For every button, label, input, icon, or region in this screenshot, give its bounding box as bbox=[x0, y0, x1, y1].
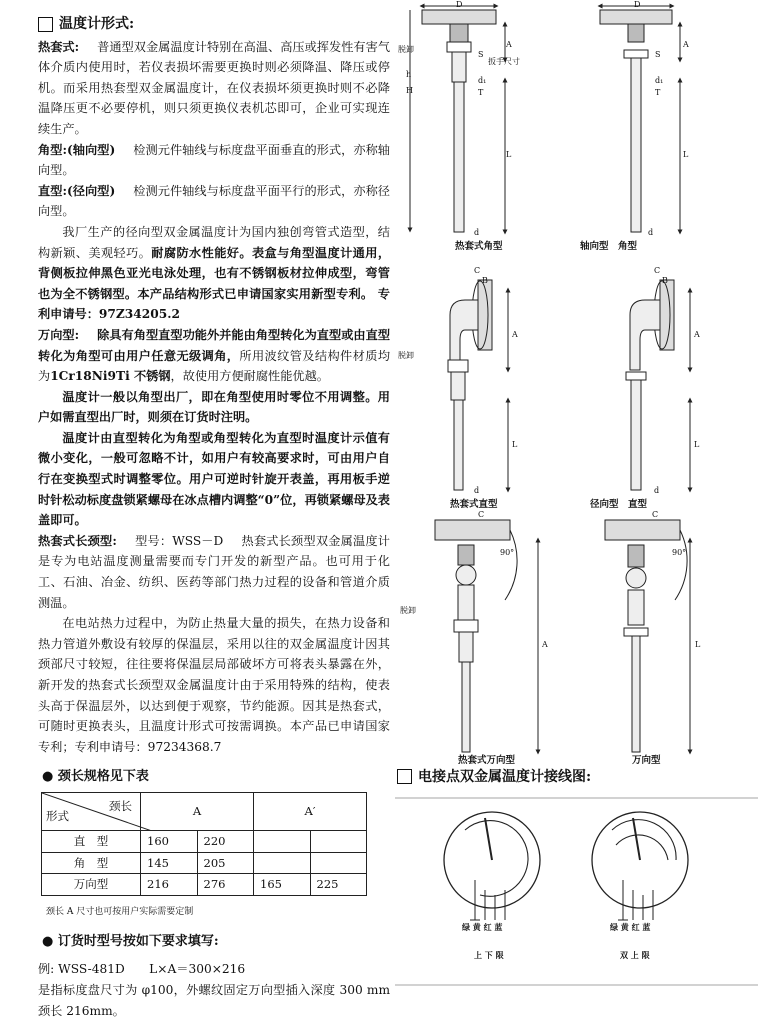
wiring-wires-left: 绿 黄 红 蓝 bbox=[462, 922, 503, 932]
dim-c-4: C bbox=[654, 266, 661, 275]
table-row: 角 型 145 205 bbox=[42, 852, 367, 874]
angle-text: 检测元件轴线与标度盘平面垂直的形式，亦称轴向型。 bbox=[38, 142, 390, 178]
dim-a-2: A bbox=[683, 40, 689, 49]
dim-a-1: A bbox=[506, 40, 512, 49]
radial-text-bold: 耐腐防水性能好。表盒与角型温度计通用，背侧板拉伸黑色亚光电泳处理，也有不锈钢板材拉伸成型，弯管也为全不锈钢型。本产品结构形式已申请国家实用新型专利。 专利申请号：97Z34205.2 bbox=[38, 245, 391, 322]
radial-para bbox=[38, 222, 390, 325]
straight-label: 直型:(径向型) bbox=[38, 183, 116, 198]
universal-text-bold: 除具有角型直型功能外并能由角型转化为直型或由直型转化为角型可由用户任意无级调角， bbox=[38, 327, 391, 363]
table-row: 万向型 216 276 165 225 bbox=[42, 874, 367, 896]
dim-t-2: T bbox=[655, 88, 661, 97]
hot-sleeve-universal-drawing bbox=[435, 520, 538, 752]
dim-l-1: L bbox=[506, 150, 512, 159]
universal-material: 1Cr18Ni9Ti 不锈钢 bbox=[50, 369, 171, 384]
checkbox-square-icon bbox=[397, 769, 412, 784]
dim-a-5: A bbox=[542, 640, 548, 649]
table-note: 颈长 A 尺寸也可按用户实际需要定制 bbox=[46, 906, 194, 917]
angle-label: 角型:(轴向型) bbox=[38, 142, 116, 157]
caption-radial-straight: 径向型 直型 bbox=[590, 499, 648, 510]
wiring-wires-right: 绿 黄 红 蓝 bbox=[610, 922, 651, 932]
dim-b-3: B bbox=[482, 276, 488, 285]
hot-sleeve-straight-drawing bbox=[448, 280, 508, 490]
order-heading: ● 订货时型号按如下要求填写: bbox=[42, 934, 219, 950]
dim-b-4: B bbox=[662, 276, 668, 285]
radial-straight-drawing bbox=[626, 280, 690, 490]
dim-s-1: S bbox=[478, 50, 484, 59]
universal-para bbox=[38, 325, 390, 387]
section-header bbox=[38, 14, 390, 35]
caption-hot-angle: 热套式角型 bbox=[455, 241, 503, 252]
straight-para bbox=[38, 181, 390, 222]
unload-label-3: 脱卸 bbox=[400, 606, 416, 615]
dim-d-1: D bbox=[456, 0, 463, 9]
neck-table-heading: ● 颈长规格见下表 bbox=[42, 769, 149, 785]
axial-angle-drawing bbox=[600, 6, 680, 232]
dim-l-6: L bbox=[695, 640, 701, 649]
unload-label-1: 脱卸 bbox=[398, 45, 414, 54]
radial-text-normal: 我厂生产的径向型双金属温度计为国内独创弯管式造型，结构新颖、美观轻巧。 bbox=[38, 224, 390, 260]
angle-para bbox=[38, 140, 390, 181]
wiring-caption-left: 上 下 限 bbox=[474, 950, 504, 960]
dim-dsmall-3: d bbox=[474, 486, 480, 495]
dim-dsmall-1: d bbox=[474, 228, 480, 237]
checkbox-square-icon bbox=[38, 17, 53, 32]
dim-angle-6: 90° bbox=[672, 548, 687, 557]
hot-sleeve-text: 普通型双金属温度计特别在高温、高压或挥发性有害气体介质内使用时，若仪表损坏需要更换时则必须降温、降压或停机。而采用热套型双金属温度计，在仪表损坏须更换时则不必降温降压更不必要停机，则只须更换仪表机芯即可，企业可实现连续生产。 bbox=[38, 39, 391, 136]
wiring-header bbox=[397, 766, 591, 786]
dim-l-2: L bbox=[683, 150, 689, 159]
dim-c-5: C bbox=[478, 510, 485, 519]
straight-text: 检测元件轴线与标度盘平面平行的形式，亦称径向型。 bbox=[38, 183, 390, 219]
table-row: 直 型 160 220 bbox=[42, 830, 367, 852]
long-neck-label: 热套式长颈型: bbox=[38, 533, 117, 548]
dim-d1-2: d₁ bbox=[655, 76, 664, 85]
dim-c-6: C bbox=[652, 510, 659, 519]
dim-dsmall-4: d bbox=[654, 486, 660, 495]
left-column bbox=[38, 14, 390, 1022]
wiring-title: 电接点双金属温度计接线图: bbox=[418, 769, 592, 785]
order-desc: 是指标度盘尺寸为 φ100，外螺纹固定万向型插入深度 300 mm 颈长 216mm。 bbox=[38, 982, 390, 1018]
dim-l-3: L bbox=[512, 440, 518, 449]
long-neck-model: 型号：WSS－D bbox=[134, 533, 224, 548]
wiring-double-upper-drawing bbox=[592, 812, 688, 920]
order-example: 例: WSS-481D L×A＝300×216 bbox=[38, 961, 246, 976]
table-corner-cell bbox=[42, 792, 141, 830]
wrench-label-1: 扳手尺寸 bbox=[488, 57, 520, 66]
dim-h-1: h bbox=[406, 70, 412, 79]
dim-a-3: A bbox=[512, 330, 518, 339]
caption-axial-angle: 轴向型 角型 bbox=[580, 241, 638, 252]
corner-bottom: 形式 bbox=[46, 809, 69, 824]
hot-sleeve-label: 热套式: bbox=[38, 39, 80, 54]
wiring-upper-lower-drawing bbox=[444, 812, 540, 920]
neck-length-table bbox=[41, 792, 367, 896]
hot-sleeve-angle-drawing bbox=[410, 6, 505, 232]
wiring-caption-right: 双 上 限 bbox=[620, 950, 650, 960]
dim-c-3: C bbox=[474, 266, 481, 275]
dim-t-1: T bbox=[478, 88, 484, 97]
corner-top: 颈长 bbox=[109, 798, 132, 813]
dim-s-2: S bbox=[655, 50, 661, 59]
dim-a-4: A bbox=[694, 330, 700, 339]
dim-angle-5: 90° bbox=[500, 548, 515, 557]
default-angle-para: 温度计一般以角型出厂，即在角型使用时零位不用调整。用户如需直型出厂时，则须在订货时注明。 bbox=[38, 389, 390, 425]
thermometer-drawings bbox=[390, 0, 763, 989]
universal-text-normal2: ，故使用方便耐腐性能优越。 bbox=[170, 369, 329, 384]
long-neck-para2: 在电站热力过程中，为防止热量大量的损失，在热力设备和热力管道外敷设有较厚的保温层，采用以往的双金属温度计因其颈部尺寸较短，往往要将保温层局部破坏方可将表头暴露在外，新开发的热套式长颈型双金属温度计由于采用特殊的结构，使表头高于保温层外，以达到便于观察，节约能源。因其是热套式，可随时更换表头，且温度计形式可按需调换。本产品已申请国家专利；专利申请号：97234368.7 bbox=[38, 616, 390, 754]
dim-d1-1: d₁ bbox=[478, 76, 487, 85]
col-a-header: A bbox=[141, 792, 254, 830]
unload-label-2: 脱卸 bbox=[398, 351, 414, 360]
long-neck-text1: 热套式长颈型双金属温度计是专为电站温度测量需要而专门开发的新型产品。也可用于化工、石油、冶金、纺织、医药等部门热力过程的设备和管道介质测温。 bbox=[38, 533, 390, 610]
caption-hot-straight: 热套式直型 bbox=[450, 499, 498, 510]
universal-label: 万向型: bbox=[38, 327, 80, 342]
dim-l-4: L bbox=[694, 440, 700, 449]
universal-text-normal: 所用波纹管及结构件材质均为 bbox=[38, 348, 391, 384]
dim-d-2: D bbox=[634, 0, 641, 9]
convert-para: 温度计由直型转化为角型或角型转化为直型时温度计示值有微小变化，一般可忽略不计，如用户有较高要求时，可由用户自行在变换型式时调整零位。用户可逆时针旋开表盖，再用板手逆时针松动标度盘锁紧螺母在冰点槽内调整“0”位，再锁紧螺母及表盖即可。 bbox=[38, 430, 390, 528]
hot-sleeve-para bbox=[38, 37, 390, 140]
dim-dsmall-2: d bbox=[648, 228, 654, 237]
caption-hot-universal: 热套式万向型 bbox=[458, 755, 516, 766]
caption-universal: 万向型 bbox=[632, 755, 661, 766]
dim-hh-1: H bbox=[406, 86, 413, 95]
col-a2-header: A′ bbox=[254, 792, 367, 830]
long-neck-para bbox=[38, 531, 390, 613]
section-title: 温度计形式: bbox=[59, 16, 135, 32]
